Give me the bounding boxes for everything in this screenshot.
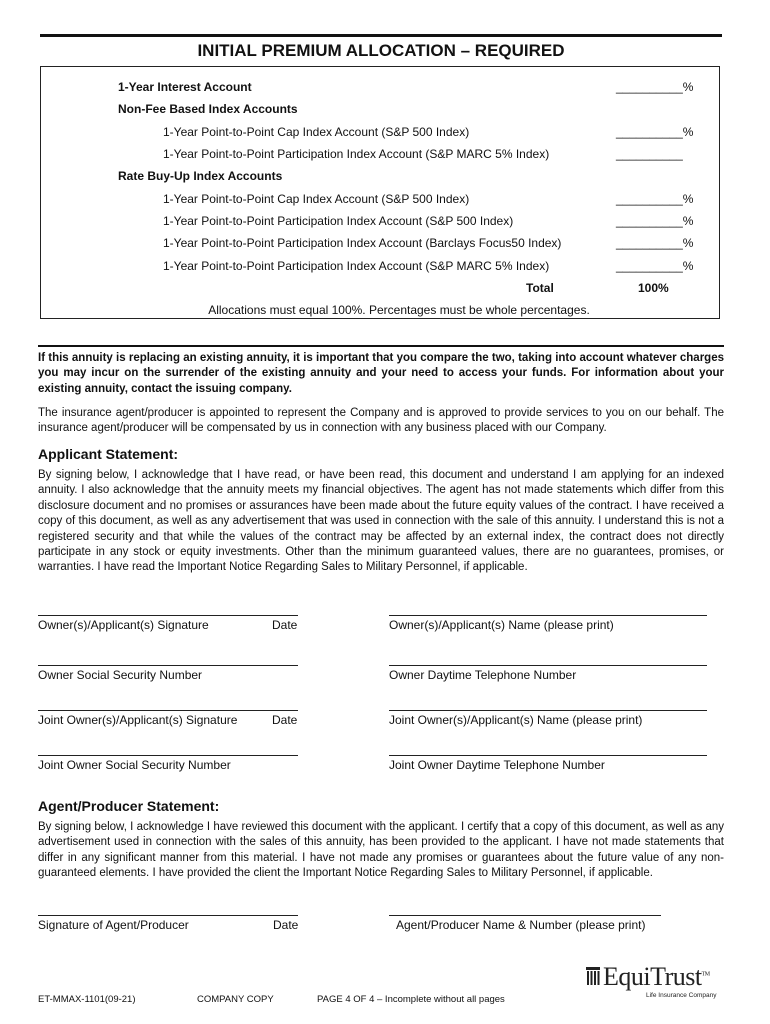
form-id: ET-MMAX-1101(09-21) xyxy=(38,994,136,1005)
rate-buyup-item-label: 1-Year Point-to-Point Participation Index Account (Barclays Focus50 Index) xyxy=(163,236,562,250)
owner-ssn-line[interactable] xyxy=(38,665,298,666)
page-title: INITIAL PREMIUM ALLOCATION – REQUIRED xyxy=(197,41,565,60)
owner-name-line[interactable] xyxy=(389,615,707,616)
owner-phone-label: Owner Daytime Telephone Number xyxy=(389,668,577,682)
agent-statement-body: By signing below, I acknowledge I have reviewed this document with the applicant. I certify that a copy of this document, as well as any advertisement used in connection with the sales of this annuity, has been provided to the applicant. I have not made statements that differ in any significant manner from this material. I have not made any promises or guarantees about the future value of any non-guaranteed elements. I have provided the client the Important Notice Regarding Sales to Military Personnel, if applicable. xyxy=(38,821,724,880)
owner-signature-label: Owner(s)/Applicant(s) Signature xyxy=(38,618,209,632)
joint-signature-line[interactable] xyxy=(38,710,298,711)
one-year-interest-input[interactable]: __________% xyxy=(616,80,694,94)
page-number: PAGE 4 OF 4 – Incomplete without all pages xyxy=(317,994,505,1005)
logo-name: EquiTrust xyxy=(603,962,702,991)
copy-label: COMPANY COPY xyxy=(197,994,274,1005)
owner-name-label: Owner(s)/Applicant(s) Name (please print) xyxy=(389,618,614,632)
agent-signature-line[interactable] xyxy=(38,915,298,916)
agent-signature-label: Signature of Agent/Producer xyxy=(38,918,189,932)
non-fee-heading: Non-Fee Based Index Accounts xyxy=(118,102,298,116)
rate-buyup-item-label: 1-Year Point-to-Point Cap Index Account (S&P 500 Index) xyxy=(163,192,470,206)
rate-buyup-item-input[interactable]: __________% xyxy=(616,236,694,250)
date-label: Date xyxy=(272,713,298,727)
rate-buyup-item-input[interactable]: __________% xyxy=(616,192,694,206)
one-year-interest-label: 1-Year Interest Account xyxy=(118,80,252,94)
agent-notice: The insurance agent/producer is appointed to represent the Company and is approved to provide services to you on our behalf. The insurance agent/producer will be compensated by us in connection with any business placed with our Company. xyxy=(38,407,724,435)
joint-ssn-label: Joint Owner Social Security Number xyxy=(38,758,231,772)
joint-ssn-line[interactable] xyxy=(38,755,298,756)
joint-phone-label: Joint Owner Daytime Telephone Number xyxy=(389,758,605,772)
non-fee-item-label: 1-Year Point-to-Point Participation Index Account (S&P MARC 5% Index) xyxy=(163,147,550,161)
joint-name-line[interactable] xyxy=(389,710,707,711)
non-fee-item-input[interactable]: __________% xyxy=(616,125,694,139)
owner-signature-line[interactable] xyxy=(38,615,298,616)
agent-statement-heading: Agent/Producer Statement: xyxy=(38,798,220,814)
logo-wordmark xyxy=(603,962,710,992)
top-rule xyxy=(40,34,722,37)
non-fee-item-input[interactable]: __________ xyxy=(616,147,683,161)
owner-ssn-label: Owner Social Security Number xyxy=(38,668,203,682)
agent-name-line[interactable] xyxy=(389,915,661,916)
rate-buyup-item-input[interactable]: __________% xyxy=(616,214,694,228)
replacement-notice: If this annuity is replacing an existing annuity, it is important that you compare the two, taking into account whatever charges you may incur on the surrender of the existing annuity and your need to access your funds. For information about your existing annuity, contact the issuing company. xyxy=(38,352,724,395)
non-fee-item-label: 1-Year Point-to-Point Cap Index Account (S&P 500 Index) xyxy=(163,125,470,139)
rate-buyup-item-input[interactable]: __________% xyxy=(616,259,694,273)
logo-tm: TM xyxy=(701,971,710,978)
logo-tagline: Life Insurance Company xyxy=(646,992,717,999)
section-divider xyxy=(38,345,724,347)
pillar-icon xyxy=(586,966,600,988)
rate-buyup-item-label: 1-Year Point-to-Point Participation Index Account (S&P 500 Index) xyxy=(163,214,514,228)
owner-phone-line[interactable] xyxy=(389,665,707,666)
rate-buyup-item-label: 1-Year Point-to-Point Participation Index Account (S&P MARC 5% Index) xyxy=(163,259,550,273)
joint-signature-label: Joint Owner(s)/Applicant(s) Signature xyxy=(38,713,238,727)
rate-buyup-heading: Rate Buy-Up Index Accounts xyxy=(118,169,283,183)
total-label: Total xyxy=(526,281,554,295)
date-label: Date xyxy=(272,618,298,632)
applicant-statement-body: By signing below, I acknowledge that I have read, or have been read, this document and understand I am applying for an indexed annuity. I also acknowledge that the annuity meets my financial objectives. The agent has not made statements which differ from this disclosure document and no promises or assurances have been made about the future equity values of the contract. I have received a copy of this document, as well as any advertisement that was used in connection with the sale of this annuity. I understand this is not a registered security and that while the values of the contract may be affected by an external index, the contract does not directly participate in any stock or equity investments. Other than the minimum guaranteed values, there are no guarantees, promises, or warranties. I have read the Important Notice Regarding Sales to Military Personnel, if applicable. xyxy=(38,469,724,574)
agent-date-label: Date xyxy=(273,918,299,932)
applicant-statement-heading: Applicant Statement: xyxy=(38,446,179,462)
joint-phone-line[interactable] xyxy=(389,755,707,756)
allocation-note: Allocations must equal 100%. Percentages must be whole percentages. xyxy=(208,303,590,317)
agent-name-label: Agent/Producer Name & Number (please print) xyxy=(396,918,646,932)
total-value: 100% xyxy=(638,281,669,295)
joint-name-label: Joint Owner(s)/Applicant(s) Name (please print) xyxy=(389,713,643,727)
